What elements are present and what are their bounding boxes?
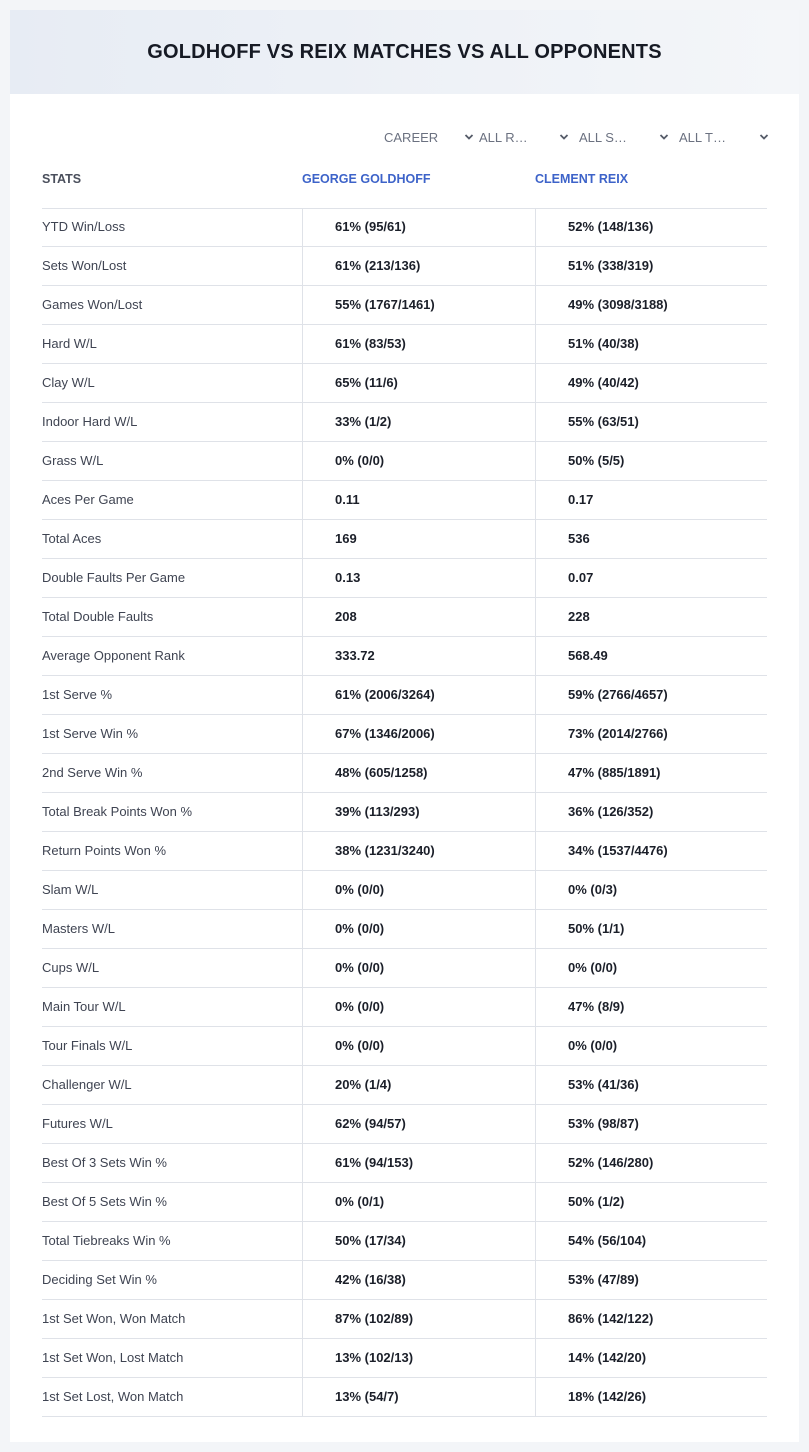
player1-value: 61% (94/153) [302, 1144, 535, 1182]
player1-value: 33% (1/2) [302, 403, 535, 441]
stat-label: Clay W/L [42, 375, 95, 390]
stat-label: Main Tour W/L [42, 999, 126, 1014]
player1-value: 0% (0/0) [302, 949, 535, 987]
table-row [42, 364, 767, 403]
player2-value: 73% (2014/2766) [535, 715, 767, 753]
stat-label: Aces Per Game [42, 492, 134, 507]
table-row [42, 793, 767, 832]
chevron-down-icon [759, 132, 769, 142]
stat-label: Total Break Points Won % [42, 804, 193, 819]
table-row [42, 871, 767, 910]
player1-value: 20% (1/4) [302, 1066, 535, 1104]
player2-value: 0% (0/3) [535, 871, 767, 909]
table-row [42, 598, 767, 637]
player1-value: 38% (1231/3240) [302, 832, 535, 870]
filter-round-dropdown[interactable] [479, 126, 569, 148]
player1-value: 39% (113/293) [302, 793, 535, 831]
player1-value: 13% (102/13) [302, 1339, 535, 1377]
player1-value: 0% (0/0) [302, 910, 535, 948]
table-row [42, 1222, 767, 1261]
player2-value: 228 [535, 598, 767, 636]
player2-value: 50% (1/2) [535, 1183, 767, 1221]
player1-value: 0% (0/0) [302, 988, 535, 1026]
stat-label: Sets Won/Lost [42, 258, 127, 273]
player2-value: 50% (5/5) [535, 442, 767, 480]
player2-value: 52% (146/280) [535, 1144, 767, 1182]
table-row [42, 1144, 767, 1183]
stat-label: Total Tiebreaks Win % [42, 1233, 171, 1248]
filter-surface-dropdown[interactable] [579, 126, 669, 148]
table-row [42, 559, 767, 598]
stat-label: 2nd Serve Win % [42, 765, 143, 780]
player2-value: 536 [535, 520, 767, 558]
player1-value: 67% (1346/2006) [302, 715, 535, 753]
filter-period-value: CAREER [384, 129, 439, 145]
player1-value: 13% (54/7) [302, 1378, 535, 1416]
table-row [42, 832, 767, 871]
chevron-down-icon [559, 132, 569, 142]
table-row [42, 286, 767, 325]
player1-value: 61% (213/136) [302, 247, 535, 285]
player2-value: 53% (47/89) [535, 1261, 767, 1299]
player1-value: 208 [302, 598, 535, 636]
chevron-down-icon [659, 132, 669, 142]
table-row [42, 1027, 767, 1066]
table-row [42, 715, 767, 754]
filter-tournament-dropdown[interactable] [679, 126, 769, 148]
table-header [42, 170, 767, 209]
table-row [42, 637, 767, 676]
table-row [42, 247, 767, 286]
table-row [42, 208, 767, 247]
table-row [42, 676, 767, 715]
player2-value: 0% (0/0) [535, 1027, 767, 1065]
stat-label: YTD Win/Loss [42, 219, 126, 234]
player1-value: 50% (17/34) [302, 1222, 535, 1260]
stat-label: Average Opponent Rank [42, 648, 185, 663]
player2-value: 34% (1537/4476) [535, 832, 767, 870]
player2-value: 50% (1/1) [535, 910, 767, 948]
column-header-player2-link[interactable]: CLEMENT REIX [535, 172, 629, 186]
player2-value: 54% (56/104) [535, 1222, 767, 1260]
player2-value: 18% (142/26) [535, 1378, 767, 1416]
player1-value: 0% (0/0) [302, 871, 535, 909]
stat-label: Hard W/L [42, 336, 97, 351]
player1-value: 169 [302, 520, 535, 558]
stat-label: 1st Serve % [42, 687, 113, 702]
table-row [42, 1261, 767, 1300]
player1-value: 55% (1767/1461) [302, 286, 535, 324]
stat-label: Games Won/Lost [42, 297, 143, 312]
player1-value: 42% (16/38) [302, 1261, 535, 1299]
player1-value: 61% (95/61) [302, 208, 535, 246]
chevron-down-icon [464, 132, 474, 142]
table-row [42, 325, 767, 364]
player1-value: 0% (0/0) [302, 1027, 535, 1065]
table-row [42, 1300, 767, 1339]
stat-label: Total Aces [42, 531, 102, 546]
stat-label: Best Of 5 Sets Win % [42, 1194, 167, 1209]
player2-value: 55% (63/51) [535, 403, 767, 441]
stat-label: Tour Finals W/L [42, 1038, 133, 1053]
column-header-stats: STATS [42, 172, 82, 186]
player2-value: 568.49 [535, 637, 767, 675]
stat-label: Indoor Hard W/L [42, 414, 138, 429]
player1-value: 48% (605/1258) [302, 754, 535, 792]
filter-period-dropdown[interactable] [384, 126, 474, 148]
filter-tournament-value: ALL T… [679, 129, 726, 145]
page-title: GOLDHOFF VS REIX MATCHES VS ALL OPPONENTS [147, 40, 662, 63]
table-row [42, 481, 767, 520]
stat-label: Return Points Won % [42, 843, 167, 858]
stat-label: 1st Set Lost, Won Match [42, 1389, 184, 1404]
stat-label: 1st Set Won, Lost Match [42, 1350, 184, 1365]
player2-value: 0.07 [535, 559, 767, 597]
stat-label: Double Faults Per Game [42, 570, 186, 585]
stat-label: Grass W/L [42, 453, 104, 468]
table-row [42, 1105, 767, 1144]
player2-value: 47% (8/9) [535, 988, 767, 1026]
stat-label: Cups W/L [42, 960, 100, 975]
stat-label: Masters W/L [42, 921, 115, 936]
player1-value: 62% (94/57) [302, 1105, 535, 1143]
player2-value: 86% (142/122) [535, 1300, 767, 1338]
stats-table-body [42, 208, 767, 1417]
player1-value: 0% (0/1) [302, 1183, 535, 1221]
player2-value: 51% (338/319) [535, 247, 767, 285]
table-row [42, 403, 767, 442]
table-row [42, 949, 767, 988]
player2-value: 59% (2766/4657) [535, 676, 767, 714]
player1-value: 87% (102/89) [302, 1300, 535, 1338]
player2-value: 52% (148/136) [535, 208, 767, 246]
player2-value: 51% (40/38) [535, 325, 767, 363]
stat-label: Best Of 3 Sets Win % [42, 1155, 167, 1170]
table-row [42, 442, 767, 481]
stat-label: Futures W/L [42, 1116, 113, 1131]
table-row [42, 988, 767, 1027]
player1-value: 0.13 [302, 559, 535, 597]
player1-value: 61% (2006/3264) [302, 676, 535, 714]
player1-value: 61% (83/53) [302, 325, 535, 363]
stat-label: Challenger W/L [42, 1077, 132, 1092]
stat-label: Deciding Set Win % [42, 1272, 157, 1287]
filter-surface-value: ALL S… [579, 129, 627, 145]
stat-label: Total Double Faults [42, 609, 154, 624]
column-header-player1-link[interactable]: GEORGE GOLDHOFF [302, 172, 431, 186]
player2-value: 53% (98/87) [535, 1105, 767, 1143]
player1-value: 0% (0/0) [302, 442, 535, 480]
stat-label: 1st Set Won, Won Match [42, 1311, 186, 1326]
stats-card [10, 10, 799, 1442]
player2-value: 47% (885/1891) [535, 754, 767, 792]
player2-value: 36% (126/352) [535, 793, 767, 831]
player2-value: 49% (40/42) [535, 364, 767, 402]
table-row [42, 910, 767, 949]
filter-round-value: ALL R… [479, 129, 528, 145]
player1-value: 0.11 [302, 481, 535, 519]
table-row [42, 754, 767, 793]
player2-value: 49% (3098/3188) [535, 286, 767, 324]
table-row [42, 1378, 767, 1417]
table-row [42, 1183, 767, 1222]
table-row [42, 1066, 767, 1105]
filter-bar [10, 126, 799, 148]
stat-label: Slam W/L [42, 882, 99, 897]
player1-value: 65% (11/6) [302, 364, 535, 402]
player2-value: 14% (142/20) [535, 1339, 767, 1377]
page-header [10, 10, 799, 94]
table-row [42, 520, 767, 559]
stat-label: 1st Serve Win % [42, 726, 139, 741]
player2-value: 0% (0/0) [535, 949, 767, 987]
player2-value: 0.17 [535, 481, 767, 519]
player2-value: 53% (41/36) [535, 1066, 767, 1104]
player1-value: 333.72 [302, 637, 535, 675]
table-row [42, 1339, 767, 1378]
